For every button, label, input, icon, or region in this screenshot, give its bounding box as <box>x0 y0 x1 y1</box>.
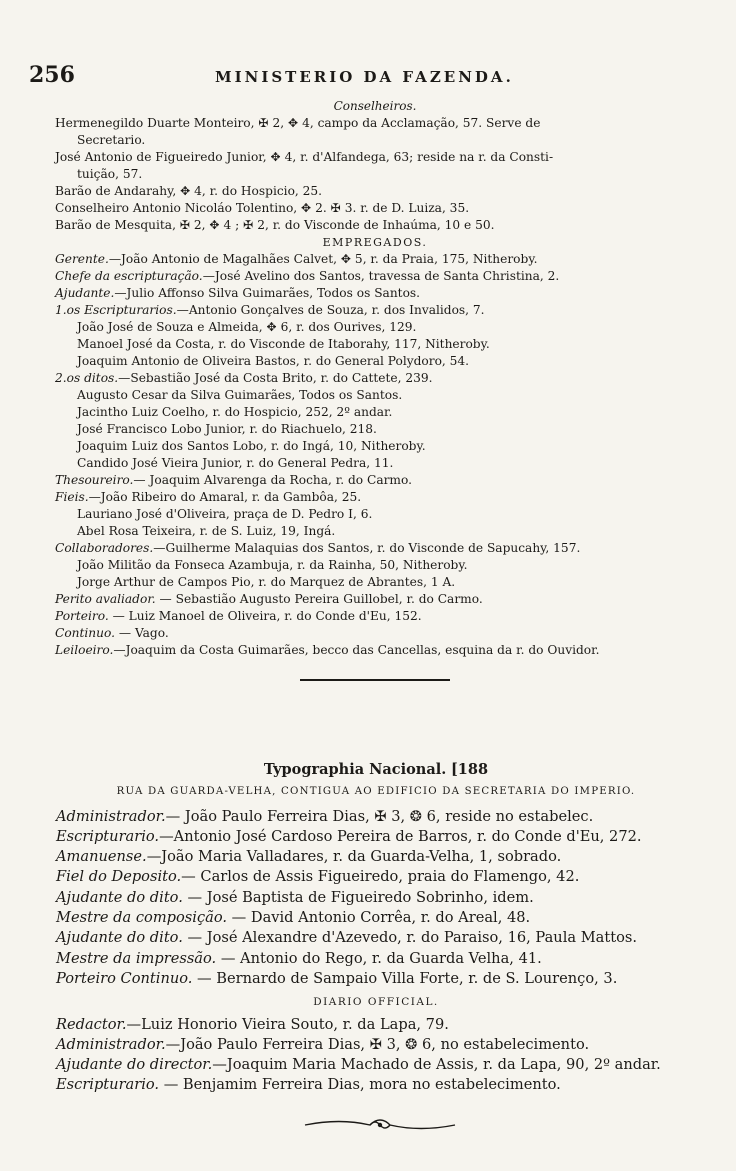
entry-text: João Militão da Fonseca Azambuja, r. da Rainha, 50, Nitheroby. <box>77 558 468 572</box>
list-item <box>55 557 695 574</box>
entry-text: —Joaquim da Costa Guimarães, becco das Cancellas, esquina da r. do Ouvidor. <box>113 643 600 657</box>
entry-role: Ajudante do director. <box>56 1056 213 1074</box>
list-item <box>56 847 696 867</box>
entry-text: —Guilherme Malaquias dos Santos, r. do Visconde de Sapucahy, 157. <box>153 541 581 555</box>
entry-text: —Sebastião José da Costa Brito, r. do Cattete, 239. <box>118 371 433 385</box>
entry-text: —Antonio José Cardoso Pereira de Barros, r. do Conde d'Eu, 272. <box>159 827 642 845</box>
entry-text: —Antonio Gonçalves de Souza, r. dos Invalidos, 7. <box>176 303 485 317</box>
list-item <box>55 421 695 438</box>
conselheiros-list <box>55 115 695 234</box>
list-item <box>55 353 695 370</box>
list-item <box>55 438 695 455</box>
list-item <box>55 302 695 319</box>
list-item <box>55 506 695 523</box>
entry-role: 2.os ditos. <box>55 371 119 385</box>
section-divider <box>300 679 450 681</box>
entry-text: Candido José Vieira Junior, r. do General Pedra, 11. <box>77 456 394 470</box>
entry-text: — José Baptista de Figueiredo Sobrinho, idem. <box>182 888 534 906</box>
conselheiros-heading: Conselheiros. <box>333 99 417 113</box>
ornament-flourish-icon <box>300 1110 460 1140</box>
entry-role: Fieis. <box>55 490 89 504</box>
list-item <box>55 285 695 302</box>
list-item <box>55 625 695 642</box>
list-item <box>55 642 695 659</box>
empregados-list <box>55 251 695 659</box>
entry-role: Mestre da composição. <box>56 909 227 927</box>
entry-text: —João Antonio de Magalhães Calvet, ✥ 5, r. da Praia, 175, Nitheroby. <box>108 252 538 266</box>
entry-text: João José de Souza e Almeida, ✥ 6, r. dos Ourives, 129. <box>77 320 417 334</box>
list-item <box>56 969 696 989</box>
entry-text: Abel Rosa Teixeira, r. de S. Luiz, 19, Ingá. <box>77 524 336 538</box>
entry-role: Administrador. <box>56 807 166 825</box>
list-item <box>56 827 696 847</box>
list-item <box>56 888 696 908</box>
entry-text: Jacintho Luiz Coelho, r. do Hospicio, 252, 2º andar. <box>77 405 393 419</box>
entry-role: Escripturario. <box>56 1076 160 1094</box>
entry-role: Redactor. <box>56 1015 127 1033</box>
list-item <box>55 251 695 268</box>
list-item <box>55 336 695 353</box>
list-item <box>55 370 695 387</box>
entry-role: Chefe da escripturação. <box>55 269 203 283</box>
list-item <box>55 455 695 472</box>
entry-text: Joaquim Luiz dos Santos Lobo, r. do Ingá, 10, Nitheroby. <box>77 439 426 453</box>
entry-text: — Joaquim Alvarenga da Rocha, r. do Carmo. <box>133 473 412 487</box>
entry-text: — David Antonio Corrêa, r. do Areal, 48. <box>227 909 531 927</box>
list-item <box>55 489 695 506</box>
typographia-number: [188 <box>450 761 489 778</box>
entry-text: —João Ribeiro do Amaral, r. da Gambôa, 25. <box>88 490 362 504</box>
entry-text: — Sebastião Augusto Pereira Guillobel, r. do Carmo. <box>155 592 483 606</box>
list-item <box>55 268 695 285</box>
list-item <box>56 1075 696 1095</box>
list-item <box>56 867 696 887</box>
entry-text: — Vago. <box>115 626 169 640</box>
entry-role: Ajudante do dito. <box>56 929 183 947</box>
entry-role: Collaboradores. <box>55 541 154 555</box>
list-item <box>56 908 696 928</box>
entry-text: — Bernardo de Sampaio Villa Forte, r. de S. Lourenço, 3. <box>192 969 618 987</box>
entry-role: Leiloeiro. <box>55 643 114 657</box>
entry-role: Mestre da impressão. <box>56 949 217 967</box>
entry-text: —João Maria Valladares, r. da Guarda-Velha, 1, sobrado. <box>146 848 562 866</box>
typographia-section <box>56 760 696 1096</box>
typographia-address: RUA DA GUARDA-VELHA, CONTIGUA AO EDIFICIO DA SECRETARIA DO IMPERIO. <box>116 786 636 798</box>
page-header <box>0 62 736 92</box>
list-item <box>56 1035 696 1055</box>
entry-role: Perito avaliador. <box>55 592 156 606</box>
entry-role: Porteiro Continuo. <box>56 969 193 987</box>
page-number: 256 <box>29 62 75 88</box>
entry-text: Augusto Cesar da Silva Guimarães, Todos os Santos. <box>77 388 403 402</box>
entry-text: —João Paulo Ferreira Dias, ✠ 3, ❂ 6, no estabelecimento. <box>165 1035 590 1053</box>
entry-text: Jorge Arthur de Campos Pio, r. do Marquez de Abrantes, 1 A. <box>77 575 456 589</box>
list-item <box>56 1055 696 1075</box>
list-item <box>55 608 695 625</box>
list-item: Barão de Andarahy, ✥ 4, r. do Hospicio, 25. <box>55 184 323 198</box>
entry-text: —Joaquim Maria Machado de Assis, r. da Lapa, 90, 2º andar. <box>212 1056 661 1074</box>
list-item <box>56 928 696 948</box>
list-item <box>55 540 695 557</box>
ministerio-section <box>55 98 695 691</box>
list-item <box>55 404 695 421</box>
list-item <box>56 949 696 969</box>
entry-role: Continuo. <box>55 626 116 640</box>
list-item: José Antonio de Figueiredo Junior, ✥ 4, r. d'Alfandega, 63; reside na r. da Consti- <box>55 150 554 164</box>
list-item <box>55 523 695 540</box>
entry-text: —Julio Affonso Silva Guimarães, Todos os Santos. <box>114 286 421 300</box>
diario-heading: DIARIO OFFICIAL. <box>313 996 439 1009</box>
typographia-list <box>56 807 696 990</box>
list-item <box>55 319 695 336</box>
list-item <box>55 387 695 404</box>
list-item: Conselheiro Antonio Nicoláo Tolentino, ✥ 2. ✠ 3. r. de D. Luiza, 35. <box>55 201 470 215</box>
entry-text: — Benjamim Ferreira Dias, mora no estabelecimento. <box>159 1076 561 1094</box>
running-title: MINISTERIO DA FAZENDA. <box>215 68 514 86</box>
entry-text: —Luiz Honorio Vieira Souto, r. da Lapa, 79. <box>126 1015 449 1033</box>
entry-text: José Francisco Lobo Junior, r. do Riachuelo, 218. <box>77 422 377 436</box>
entry-role: Porteiro. <box>55 609 109 623</box>
entry-text: — Luiz Manoel de Oliveira, r. do Conde d'Eu, 152. <box>108 609 422 623</box>
typographia-title-row <box>56 760 696 780</box>
entry-text: Manoel José da Costa, r. do Visconde de Itaborahy, 117, Nitheroby. <box>77 337 490 351</box>
list-item: Secretario. <box>77 133 146 147</box>
entry-text: Joaquim Antonio de Oliveira Bastos, r. do General Polydoro, 54. <box>77 354 470 368</box>
list-item <box>56 807 696 827</box>
list-item: Hermenegildo Duarte Monteiro, ✠ 2, ✥ 4, campo da Acclamação, 57. Serve de <box>55 116 541 130</box>
list-item <box>55 591 695 608</box>
typographia-title: Typographia Nacional. <box>263 761 447 778</box>
empregados-heading: EMPREGADOS. <box>322 236 428 249</box>
list-item: Barão de Mesquita, ✠ 2, ✥ 4 ; ✠ 2, r. do Visconde de Inhaúma, 10 e 50. <box>55 218 495 232</box>
entry-role: Gerente. <box>55 252 109 266</box>
entry-text: — Carlos de Assis Figueiredo, praia do Flamengo, 42. <box>181 868 580 886</box>
entry-text: —José Avelino dos Santos, travessa de Santa Christina, 2. <box>202 269 560 283</box>
entry-text: Lauriano José d'Oliveira, praça de D. Pedro I, 6. <box>77 507 373 521</box>
entry-text: — José Alexandre d'Azevedo, r. do Paraiso, 16, Paula Mattos. <box>182 929 637 947</box>
entry-role: Administrador. <box>56 1035 166 1053</box>
list-item: tuição, 57. <box>77 167 143 181</box>
entry-text: — Antonio do Rego, r. da Guarda Velha, 41. <box>216 949 542 967</box>
list-item <box>55 472 695 489</box>
list-item <box>55 574 695 591</box>
entry-role: Fiel do Deposito. <box>56 868 182 886</box>
diario-list <box>56 1015 696 1096</box>
entry-role: 1.os Escripturarios. <box>55 303 177 317</box>
entry-role: Escripturario. <box>56 827 160 845</box>
list-item <box>56 1015 696 1035</box>
entry-role: Amanuense. <box>56 848 147 866</box>
entry-role: Ajudante. <box>55 286 115 300</box>
entry-text: — João Paulo Ferreira Dias, ✠ 3, ❂ 6, reside no estabelec. <box>165 807 594 825</box>
entry-role: Ajudante do dito. <box>56 888 183 906</box>
entry-role: Thesoureiro. <box>55 473 134 487</box>
